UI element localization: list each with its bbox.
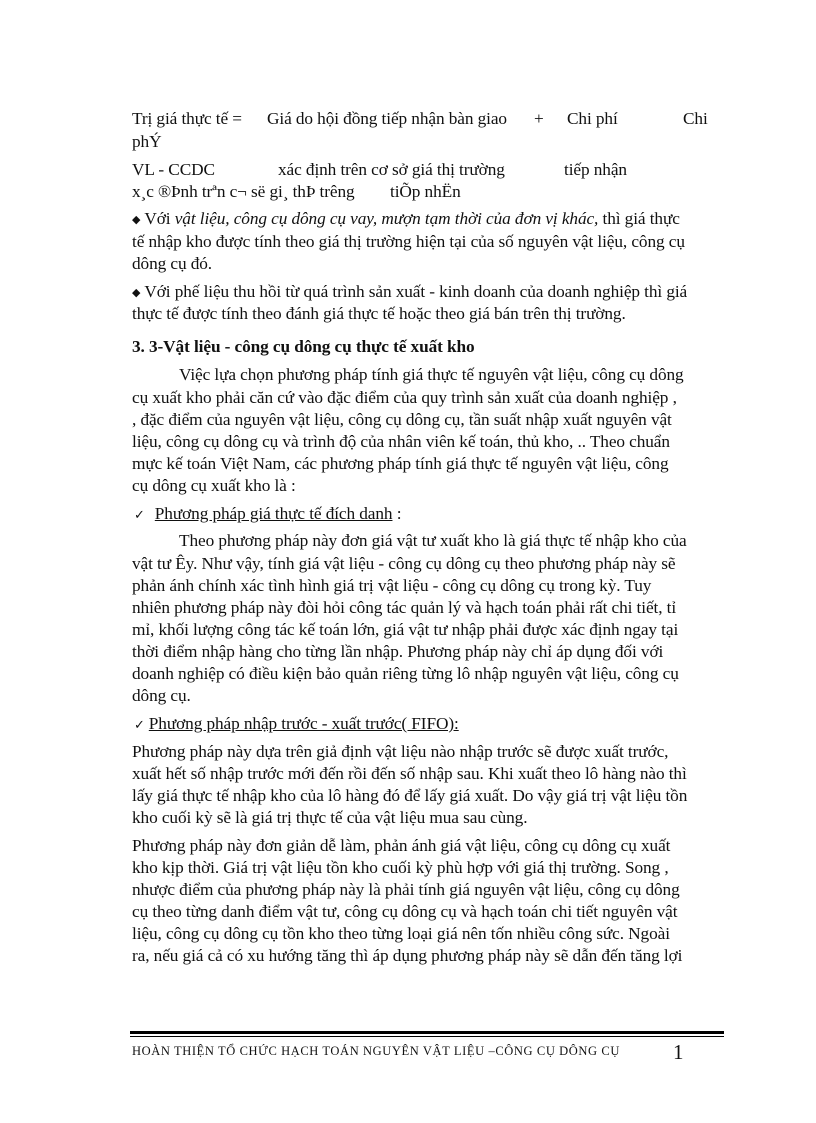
- para-borrowed-rest: thì giá thực: [598, 209, 680, 228]
- para-borrowed-prefix: Với: [144, 209, 175, 228]
- method1-line-3: phản ánh chính xác tình hình giá trị vật liệu - công cụ dông cụ trong kỳ. Tuy: [132, 576, 652, 595]
- intro-line-4: liệu, công cụ dông cụ và trình độ của nhân viên kế toán, thủ kho, .. Theo chuẩn: [132, 432, 670, 451]
- check-bullet-icon: ✓: [134, 717, 145, 732]
- intro-line-5: mực kế toán Việt Nam, các phương pháp tính giá thực tế nguyên vật liệu, công: [132, 454, 669, 473]
- intro-line-6: cụ dông cụ xuất kho là :: [132, 476, 296, 495]
- method1-line-2: vật tư Êy. Như vậy, tính giá vật liệu - công cụ dông cụ theo phương pháp này sẽ: [132, 554, 676, 573]
- method2-p2-line-2: kho kịp thời. Giá trị vật liệu tồn kho cuối kỳ phù hợp với giá thị trường. Song ,: [132, 858, 669, 877]
- footer-rule-thin: [130, 1036, 724, 1037]
- formula-row-1: [132, 108, 732, 130]
- method2-p1-line-4: kho cuối kỳ sẽ là giá trị thực tế của vật liệu mua sau cùng.: [132, 808, 528, 827]
- method1-line-5: mỉ, khối lượng công tác kế toán lớn, giá vật tư nhập phải được xác định ngay tại: [132, 620, 679, 639]
- method2-p2-line-1: Phương pháp này đơn giản dễ làm, phản ánh giá vật liệu, công cụ dông cụ xuất: [132, 836, 671, 855]
- formula-row2-left: VL - CCDC: [132, 160, 215, 179]
- formula-row2-mid: xác định trên cơ sở giá thị trường: [278, 160, 505, 179]
- para-borrowed-line-2: tế nhập kho được tính theo giá thị trường hiện tại của số nguyên vật liệu, công cụ: [132, 232, 685, 251]
- method1-colon: :: [392, 504, 402, 523]
- method2-p2-line-4: cụ theo từng danh điểm vật tư, công cụ dông cụ và hạch toán chi tiết nguyên vật: [132, 902, 678, 921]
- intro-line-1: Việc lựa chọn phương pháp tính giá thực tế nguyên vật liệu, công cụ dông: [179, 365, 684, 384]
- method2-heading: [134, 713, 459, 736]
- para-scrap-line-1: [132, 281, 687, 305]
- diamond-bullet-icon: ◆: [132, 214, 141, 226]
- para-scrap-text-1: Với phế liệu thu hồi từ quá trình sản xuất - kinh doanh của doanh nghiệp thì giá: [144, 282, 688, 301]
- para-borrowed-italic: vật liệu, công cụ dông cụ vay, mượn tạm thời của đơn vị khác,: [174, 209, 599, 228]
- method2-p1-line-1: Phương pháp này dựa trên giả định vật liệu nào nhập trước sẽ được xuất trước,: [132, 742, 669, 761]
- method1-line-8: dông cụ.: [132, 686, 191, 705]
- formula-cost-2: Chi: [683, 109, 708, 128]
- method1-line-7: doanh nghiệp có điều kiện bảo quản riêng từng lô nhập nguyên vật liệu, công cụ: [132, 664, 679, 683]
- formula-wrap: phÝ: [132, 132, 162, 151]
- para-borrowed-line-1: [132, 208, 680, 232]
- formula-row-2: [132, 159, 732, 181]
- formula-value-column: Giá do hội đồng tiếp nhận bàn giao: [267, 109, 507, 128]
- formula-row-3: [132, 181, 732, 203]
- diamond-bullet-icon: ◆: [132, 287, 141, 299]
- formula-row3-a: x¸c ®Þnh trªn c¬ së gi¸ thÞ trêng: [132, 182, 355, 201]
- para-scrap-line-2: thực tế được tính theo đánh giá thực tế hoặc theo giá bán trên thị trường.: [132, 304, 626, 323]
- check-bullet-icon: ✓: [134, 507, 145, 522]
- intro-line-3: , đặc điểm của nguyên vật liệu, công cụ dông cụ, tần suất nhập xuất nguyên vật: [132, 410, 672, 429]
- method2-p2-line-3: nhược điểm của phương pháp này là phải tính giá nguyên vật liệu, công cụ dông: [132, 880, 680, 899]
- page-number: 1: [673, 1040, 684, 1064]
- method1-line-1: Theo phương pháp này đơn giá vật tư xuất kho là giá thực tế nhập kho của: [179, 531, 687, 550]
- formula-label: Trị giá thực tế =: [132, 109, 242, 128]
- method2-p2-line-5: liệu, công cụ dông cụ tồn kho theo từng loại giá nên tốn nhiều công sức. Ngoài: [132, 924, 670, 943]
- method2-p1-line-3: lấy giá thực tế nhập kho của lô hàng đó để lấy giá xuất. Do vậy giá trị vật liệu tồn: [132, 786, 688, 805]
- method2-p1-line-2: xuất hết số nhập trước mới đến rồi đến số nhập sau. Khi xuất theo lô hàng nào thì: [132, 764, 687, 783]
- formula-plus: +: [534, 109, 544, 128]
- footer-rule-thick: [130, 1031, 724, 1034]
- method2-title: Phương pháp nhập trước - xuất trước( FIFO):: [148, 714, 459, 733]
- method1-line-6: thời điểm nhập hàng cho từng lần nhập. Phương pháp này chỉ áp dụng đối với: [132, 642, 664, 661]
- para-borrowed-line-3: dông cụ đó.: [132, 254, 213, 273]
- method2-p2-line-6: ra, nếu giá cả có xu hướng tăng thì áp dụng phương pháp này sẽ dẫn đến tăng lợi: [132, 946, 683, 965]
- formula-row3-b: tiÕp nhËn: [390, 182, 461, 201]
- method1-title: Phương pháp giá thực tế đích danh: [154, 504, 393, 523]
- section-heading: 3. 3-Vật liệu - công cụ dông cụ thực tế xuất kho: [132, 337, 475, 356]
- method1-line-4: nhiên phương pháp này đòi hỏi công tác quản lý và hạch toán phải rất chi tiết, tỉ: [132, 598, 677, 617]
- intro-line-2: cụ xuất kho phải căn cứ vào đặc điểm của quy trình sản xuất của doanh nghiệp ,: [132, 388, 677, 407]
- formula-row2-right: tiếp nhận: [564, 160, 627, 179]
- formula-cost-1: Chi phí: [567, 109, 618, 128]
- method1-heading: [134, 503, 401, 526]
- footer-title: HOÀN THIỆN TỔ CHỨC HẠCH TOÁN NGUYÊN VẬT LIỆU –CÔNG CỤ DÔNG CỤ: [132, 1044, 620, 1058]
